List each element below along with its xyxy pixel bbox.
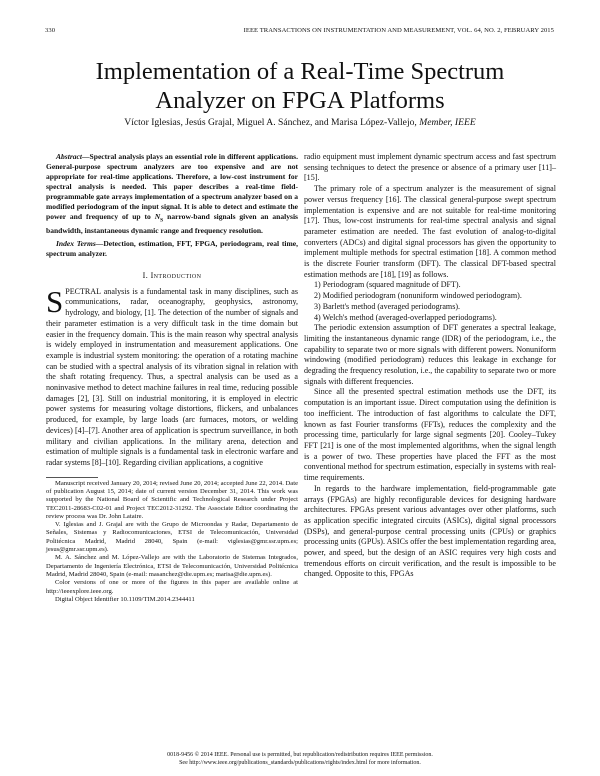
abstract-label: Abstract— <box>56 152 90 161</box>
list-item: 1) Periodogram (squared magnitude of DFT). <box>314 280 461 290</box>
method-list <box>304 280 556 323</box>
section-heading-introduction <box>46 271 298 282</box>
body-paragraph: radio equipment must implement dynamic spectrum access and fast spectrum sensing techniques to detect the presence or absence of a primary user [11]–[15]. <box>304 152 556 183</box>
index-terms-text: Detection, estimation, FFT, FPGA, periodogram, real time, spectrum analyzer. <box>46 239 298 259</box>
author-names: Víctor Iglesias, Jesús Grajal, Miguel A. Sánchez, and Marisa López-Vallejo, <box>124 117 420 128</box>
footnote-rule <box>46 477 98 478</box>
footer-rights-link: See http://www.ieee.org/publications_standards/publications/rights/index.html for more information. <box>179 760 421 767</box>
intro-text: analysis is a fundamental task in many disciplines, such as communications, radar, oceanography, geophysics, astronomy, hydrology, and biology, [1]. The detection of the number of signals and their parameter estimation is a very difficult task in the time domain but easier in the frequency domain. This is the main reason why spectral analysis is widely employed in instrumentation and measurement applications. One example is industrial system monitoring: the operation of a rotating machine can be studied with a spectral analysis of its vibration signal in relation with the shaft rotating frequency. Thus, a spectral analysis can be used as a noninvasive method to detect machine failures in real time, reducing possible damages [2], [3]. Still on industrial monitoring, it is employed in electric power systems for measuring voltage distortions, flickers, and unbalances produced, for example, by large loads (arc furnaces, motors, or welding devices) [4]–[7]. Another area of application is spectrum surveillance, in both military and civilian applications. In the military arena, detection and estimation of multiple signals is a fundamental task in electronic warfare and radar systems [8]–[10]. Regarding civilian applications, a cognitive <box>46 286 298 467</box>
footer-copyright: 0018-9456 © 2014 IEEE. Personal use is permitted, but republication/redistribution requires IEEE permission. <box>167 752 433 758</box>
list-item: 2) Modified periodogram (nonuniform windowed periodogram). <box>314 291 522 301</box>
index-terms-label: Index Terms— <box>56 239 104 249</box>
index-terms <box>46 239 298 259</box>
drop-cap: S <box>46 283 64 319</box>
author-list <box>40 117 560 128</box>
copyright-footer <box>40 751 560 767</box>
footnote-manuscript: Manuscript received January 20, 2014; revised June 20, 2014; accepted June 22, 2014. Date of publication August 15, 2014; date of current version December 31, 2014. This work was supported by the National Board of Scientific and Technological Research under Project TEC2011-28683-C02-01 and Project TEC2012-31292. The Associate Editor coordinating the review process was Dr. John Lataire. <box>46 479 298 520</box>
running-header <box>45 27 554 37</box>
author-membership: Member, IEEE <box>419 117 476 128</box>
abstract <box>46 152 298 236</box>
footnote-affiliation-2: M. A. Sánchez and M. López-Vallejo are with the Laboratorio de Sistemas Integrados, Departamento de Ingeniería Electrónica, ETSI de Telecomunicación, Universidad Politécnica Madrid, Madrid 28040, Spain (e-mail: masanchez@die.upm.es; marisa@die.upm.es). <box>46 554 298 578</box>
list-item: 3) Barlett's method (averaged periodograms). <box>314 301 461 311</box>
abstract-var-n: N <box>154 211 161 221</box>
list-item: 4) Welch's method (averaged-overlapped periodograms). <box>314 312 497 322</box>
left-column <box>46 152 298 604</box>
intro-paragraph <box>46 283 298 469</box>
paper-title <box>40 57 560 115</box>
body-paragraph: Since all the presented spectral estimation methods use the DFT, its computation is an important issue. Direct computation using the definition is too inefficient. The introduction of fast algorithms to calculate the DFT, known as fast Fourier transforms (FFTs), reduces the complexity and the processing time, particularly for large signal segments [20]. Cooley–Tukey FFT [21] is one of the most implemented algorithms, when the signal length is a power of two. These properties have placed the FFT as the most conventional method for spectrum estimation, especially in systems with real-time requirements. <box>304 387 556 483</box>
section-title: Introduction <box>150 271 202 281</box>
abstract-text-a: Spectral analysis plays an essential role in different applications. General-purpose spectrum analyzers are too expensive and are not appropriate for real-time applications. Therefore, a low-cost instrument for spectral analysis is needed. This paper describes a real-time field-programmable gate arrays implementation of a spectrum analyzer based on a modified periodogram of the input signal. It is able to detect and estimate the power and frequency of up to <box>46 152 298 221</box>
page-number: 330 <box>45 27 56 34</box>
right-column <box>304 152 556 580</box>
title-line-2: Analyzer on FPGA Platforms <box>155 87 445 114</box>
journal-header: IEEE TRANSACTIONS ON INSTRUMENTATION AND MEASUREMENT, VOL. 64, NO. 2, FEBRUARY 2015 <box>243 27 554 34</box>
footnote-affiliation-1: V. Iglesias and J. Grajal are with the Grupo de Microondas y Radar, Departamento de Señales, Sistemas y Radiocomunicaciones, ETSI de Telecomunicación, Universidad Politécnica Madrid, Madrid 28040, Spain (e-mail: viglesias@gmr.ssr.upm.es; jesus@gmr.ssr.upm.es). <box>46 521 298 554</box>
footnote-color: Color versions of one or more of the figures in this paper are available online at http://ieeexplore.ieee.org. <box>46 579 298 595</box>
intro-first-word: PECTRAL <box>65 286 102 296</box>
abstract-text-b: narrow-band signals given an analysis bandwidth, instantaneous dynamic range and frequency resolution. <box>46 211 298 236</box>
body-paragraph: The periodic extension assumption of DFT generates a spectral leakage, limiting the instantaneous dynamic range (IDR) of the periodogram, i.e., the capability to separate two or more signals with different powers. Nonuniform windowing (modified periodogram) reduces this leakage in exchange for degrading the frequency resolution, i.e., the capability to separate two or more signals with different frequencies. <box>304 323 556 386</box>
abstract-var-s: S <box>160 217 164 224</box>
title-line-1: Implementation of a Real-Time Spectrum <box>95 58 505 85</box>
footnote-doi: Digital Object Identifier 10.1109/TIM.2014.2344411 <box>55 595 195 603</box>
body-paragraph: In regards to the hardware implementation, field-programmable gate arrays (FPGAs) are highly reconfigurable devices for designing hardware architectures. FPGAs present various advantages over other platforms, such as application specific integrated circuits (ASICs), digital signal processors (DSPs), and general-purpose central processing units (CPUs) or graphics processing units (GPUs). ASICs offer the best implementation regarding area, power, and speed, but the design of an ASIC requires very high costs and tremendous efforts on circuit verification, and the result is impossible to be changed. Opposite to this, FPGAs <box>304 483 556 579</box>
body-paragraph: The primary role of a spectrum analyzer is the measurement of signal power versus frequency [16]. The classical general-purpose swept spectrum implementation is expensive and are not suitable for real-time monitoring [17]. Thus, low-cost instruments for real-time spectral analysis and signal parameter estimation are needed. The fast evolution of analog-to-digital converters (ADCs) and digital signal processors has given the opportunity to implement multiple methods for spectral estimation [18]. A common method is the discrete Fourier transform (DFT). The classical DFT-based spectral estimation methods are [18], [19] as follows. <box>304 184 556 279</box>
section-number: I. <box>142 271 151 281</box>
